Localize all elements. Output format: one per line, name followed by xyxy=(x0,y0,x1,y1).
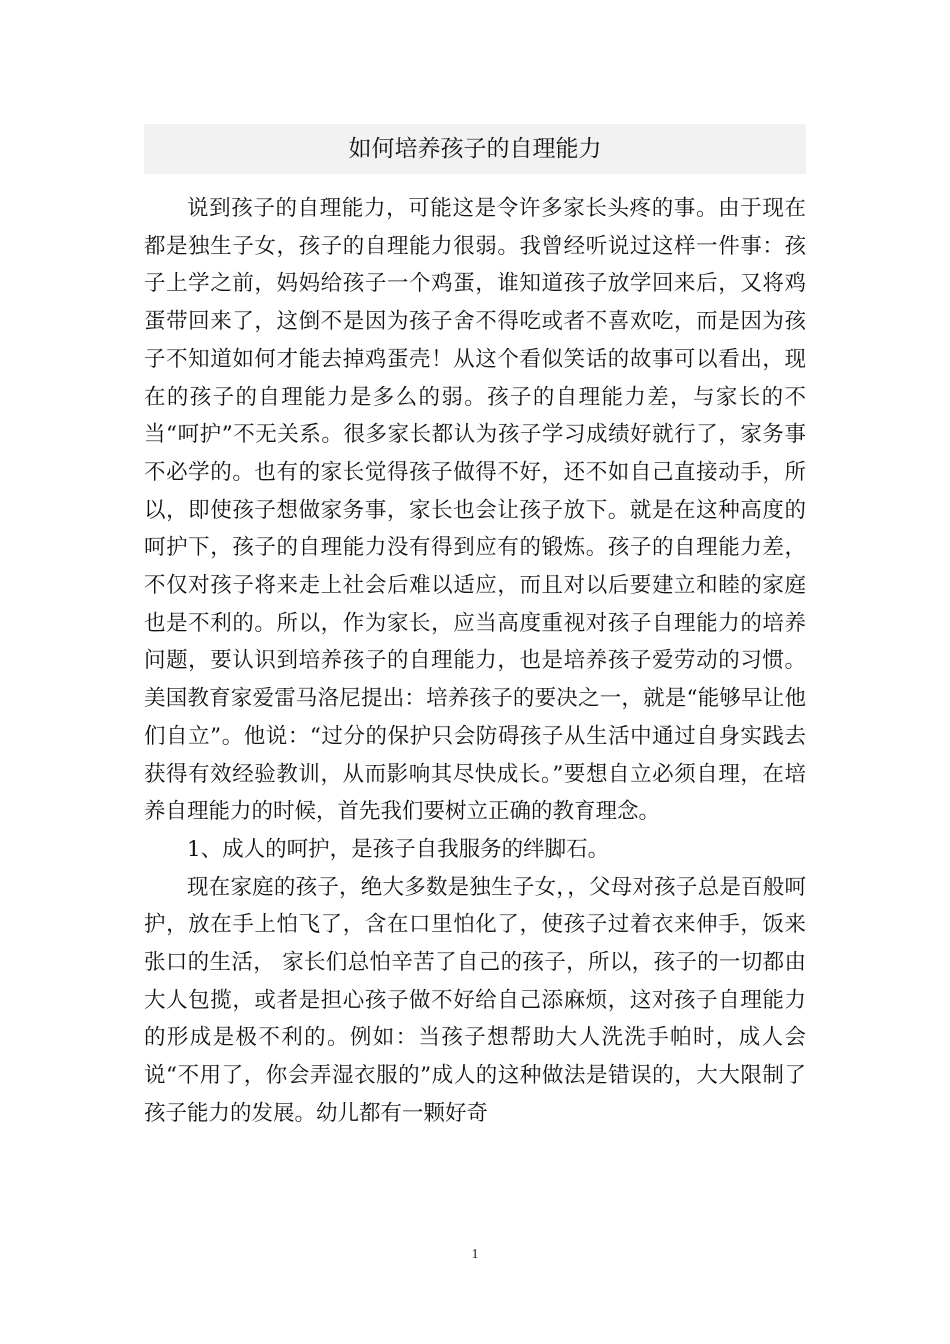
document-body xyxy=(144,190,806,1133)
page-number: 1 xyxy=(471,1247,479,1262)
section-heading-1: 1、成人的呵护，是孩子自我服务的绊脚石。 xyxy=(187,836,610,862)
document-title: 如何培养孩子的自理能力 xyxy=(348,136,602,162)
paragraph-intro: 说到孩子的自理能力，可能这是令许多家长头疼的事。由于现在都是独生子女，孩子的自理能力很弱。我曾经听说过这样一件事：孩子上学之前，妈妈给孩子一个鸡蛋，谁知道孩子放学回来后，又将鸡蛋带回来了，这倒不是因为孩子舍不得吃或者不喜欢吃，而是因为孩子不知道如何才能去掉鸡蛋壳！从这个看似笑话的故事可以看出，现在的孩子的自理能力是多么的弱。孩子的自理能力差，与家长的不当“呵护”不无关系。很多家长都认为孩子学习成绩好就行了，家务事不必学的。也有的家长觉得孩子做得不好，还不如自己直接动手，所以，即使孩子想做家务事，家长也会让孩子放下。就是在这种高度的呵护下，孩子的自理能力没有得到应有的锻炼。孩子的自理能力差，不仅对孩子将来走上社会后难以适应，而且对以后要建立和睦的家庭也是不利的。所以，作为家长，应当高度重视对孩子自理能力的培养问题，要认识到培养孩子的自理能力，也是培养孩子爱劳动的习惯。美国教育家爱雷马洛尼提出：培养孩子的要决之一，就是“能够早让他们自立”。他说：“过分的保护只会防碍孩子从生活中通过自身实践去获得有效经验教训，从而影响其尽快成长。”要想自立必须自理，在培养自理能力的时候，首先我们要树立正确的教育理念。 xyxy=(144,196,806,825)
paragraph-section-1: 现在家庭的孩子，绝大多数是独生子女，，父母对孩子总是百般呵护，放在手上怕飞了，含在口里怕化了，使孩子过着衣来伸手，饭来张口的生活， 家长们总怕辛苦了自己的孩子，所以，孩子的一切都由大人包揽，或者是担心孩子做不好给自己添麻烦，这对孩子自理能力的形成是极不利的。例如：当孩子想帮助大人洗洗手帕时，成人会说“不用了，你会弄湿衣服的”成人的这种做法是错误的，大大限制了孩子能力的发展。幼儿都有一颗好奇 xyxy=(144,874,806,1126)
